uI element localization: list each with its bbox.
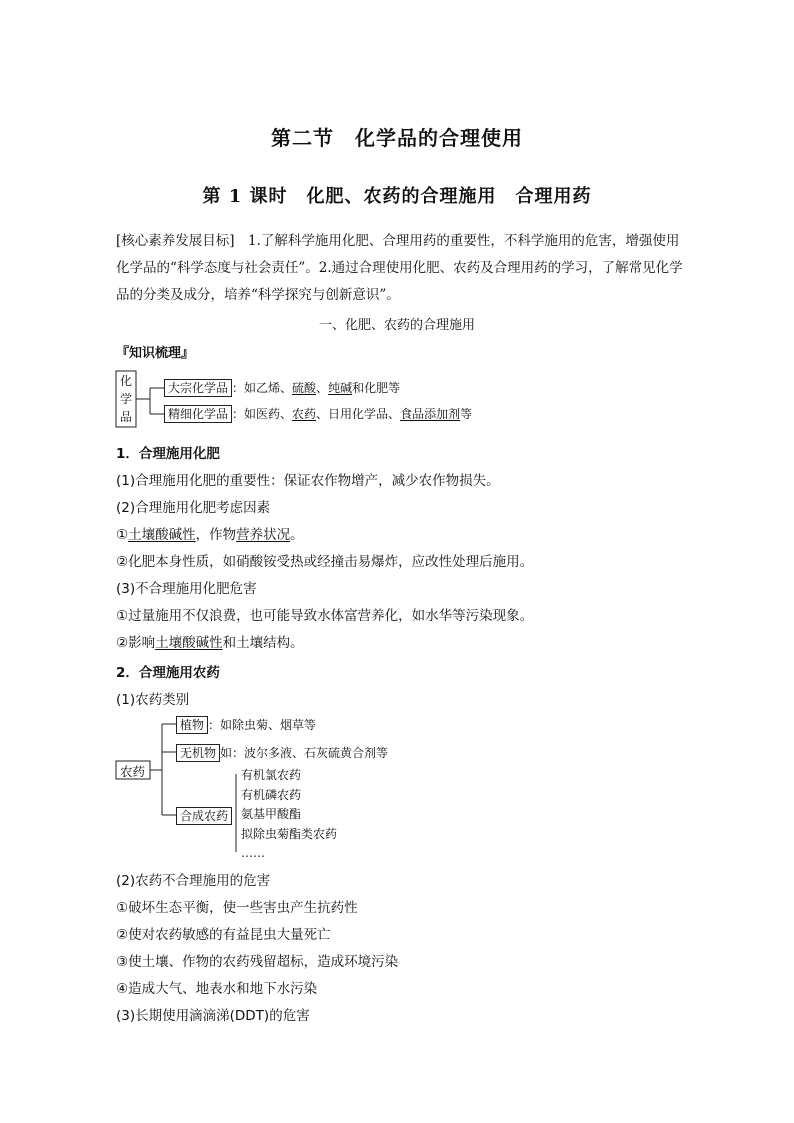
diagram2-branch-inorganic: 无机物 如：波尔多液、石灰硫黄合剂等 (176, 744, 388, 762)
harm-item: (3)长期使用滴滴涕(DDT)的危害 (116, 1008, 310, 1024)
fert-p3: ①土壤酸碱性，作物营养状况。 (116, 527, 304, 543)
pest-heading: 2．合理施用农药 (116, 665, 220, 681)
fert-p7: ②影响土壤酸碱性和土壤结构。 (116, 635, 304, 651)
diagram1-branch-fine: 精细化学品 ：如医药、农药、日用化学品、食品添加剂等 (164, 405, 472, 423)
pest-p1: (1)农药类别 (116, 692, 190, 708)
knowledge-tag: 『知识梳理』 (116, 346, 195, 361)
list-item: 有机氯农药 (241, 768, 302, 782)
section-heading: 一、化肥、农药的合理施用 (318, 318, 475, 333)
fert-p2: (2)合理施用化肥考虑因素 (116, 500, 271, 516)
intro-label: [核心素养发展目标] (116, 233, 235, 249)
lesson-title: 第 1 课时 化肥、农药的合理施用 合理用药 (202, 186, 592, 207)
fert-p5: (3)不合理施用化肥危害 (116, 581, 257, 597)
diagram1-branch-bulk: 大宗化学品 ：如乙烯、硫酸、纯碱和化肥等 (164, 379, 400, 397)
page-title: 第二节 化学品的合理使用 (271, 126, 523, 150)
list-item: 氨基甲酸酯 (241, 807, 302, 821)
harm-item: ②使对农药敏感的有益昆虫大量死亡 (116, 927, 331, 943)
pest-p2: (2)农药不合理施用的危害 (116, 873, 271, 889)
fert-p6: ①过量施用不仅浪费，也可能导致水体富营养化，如水华等污染现象。 (116, 608, 534, 624)
diagram1-root: 化 学 品 (120, 374, 133, 424)
diagram2-branch-plant: 植物 ：如除虫菊、烟草等 (176, 716, 316, 734)
list-item: 拟除虫菊酯类农药 (241, 826, 338, 841)
diagram2-root: 农药 (120, 764, 146, 779)
fert-heading: 1．合理施用化肥 (116, 446, 220, 462)
list-item: …… (241, 846, 265, 860)
harm-item: ④造成大气、地表水和地下水污染 (116, 981, 318, 997)
list-item: 有机磷农药 (241, 787, 302, 802)
fert-p4: ②化肥本身性质，如硝酸铵受热或经撞击易爆炸，应改性处理后施用。 (116, 554, 534, 570)
diagram2-branch-synthetic: 合成农药 (176, 807, 232, 825)
harm-item: ③使土壤、作物的农药残留超标，造成环境污染 (116, 954, 399, 970)
diagram2-synthetic-items (241, 766, 337, 864)
harm-item: ①破坏生态平衡，使一些害虫产生抗药性 (116, 900, 358, 916)
intro-text: 1.了解科学施用化肥、合理用药的重要性，不科学施用的危害，增强使用化学品的“科学态度与社会责任”。2.通过合理使用化肥、农药及合理用药的学习，了解常见化学品的分类及成分，培养“科学探究与创新意识”。 (116, 233, 683, 303)
fert-p1: (1)合理施用化肥的重要性：保证农作物增产，减少农作物损失。 (116, 473, 500, 489)
